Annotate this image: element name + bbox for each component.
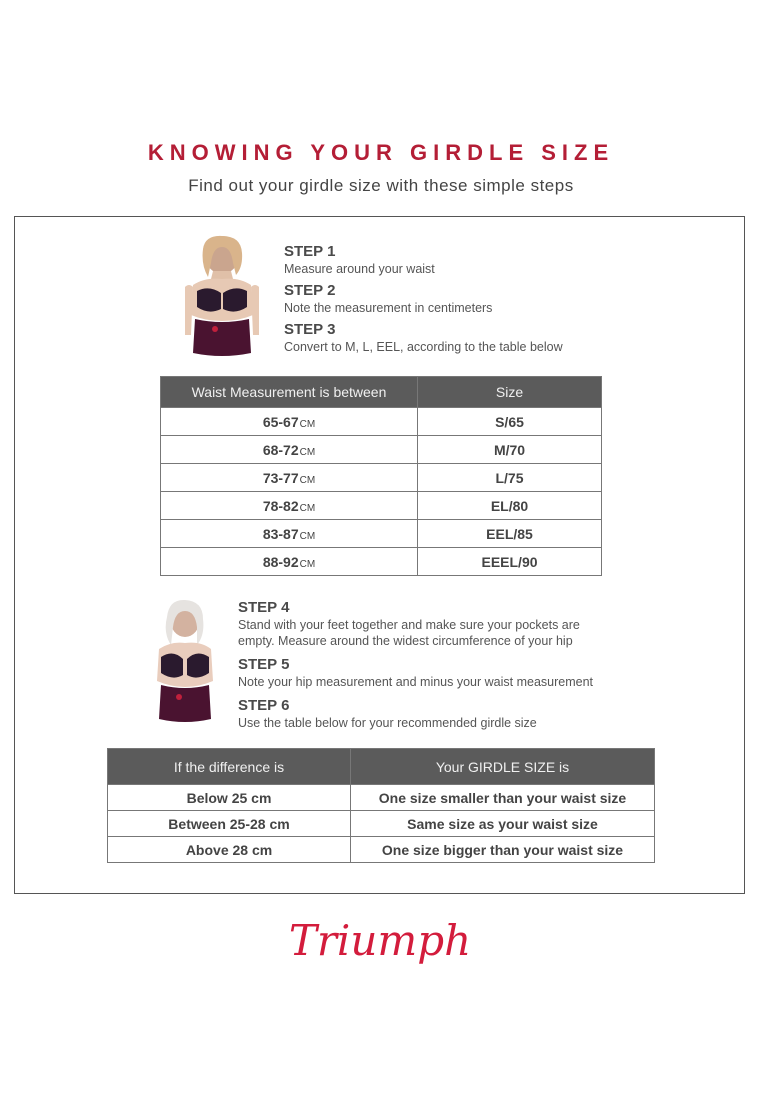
waist-range-cell: 83-87CM [161,520,418,548]
table-row [108,785,655,811]
step-5-title: STEP 5 [238,656,290,673]
model-three-quarter-illustration [145,599,225,725]
size-cell: EL/80 [418,492,602,520]
page-title: KNOWING YOUR GIRDLE SIZE [147,140,615,165]
size-guide-panel [14,216,745,894]
result-cell: One size smaller than your waist size [351,785,655,811]
size-cell: EEL/85 [418,520,602,548]
table-row [108,837,655,863]
step-2-text: Note the measurement in centimeters [284,301,493,315]
size-cell: S/65 [418,408,602,436]
table-row [161,520,602,548]
waist-range-cell: 88-92CM [161,548,418,576]
waist-range-cell: 78-82CM [161,492,418,520]
difference-cell: Above 28 cm [108,837,351,863]
result-cell: One size bigger than your waist size [351,837,655,863]
table-row [161,464,602,492]
model-front-illustration [175,235,270,359]
table-row [161,436,602,464]
step-4-title: STEP 4 [238,599,290,616]
table-row [161,408,602,436]
size-header: Size [418,377,602,408]
steps-top [284,242,563,359]
result-cell: Same size as your waist size [351,811,655,837]
table-row [161,548,602,576]
table-row [161,492,602,520]
step-3-text: Convert to M, L, EEL, according to the table below [284,340,563,354]
step-1-title: STEP 1 [284,243,336,260]
step-2-title: STEP 2 [284,282,336,299]
difference-cell: Below 25 cm [108,785,351,811]
step-1-text: Measure around your waist [284,262,435,276]
size-cell: EEEL/90 [418,548,602,576]
size-cell: M/70 [418,436,602,464]
step-5-text: Note your hip measurement and minus your waist measurement [238,675,594,689]
girdle-size-header: Your GIRDLE SIZE is [351,749,655,785]
step-4-text: Stand with your feet together and make sure your pockets are empty. Measure around the widest circumference of your hip [238,618,580,648]
triumph-logo [280,905,480,985]
table-row [108,811,655,837]
triumph-logo-text: Triumph [288,916,472,965]
waist-size-table [160,376,602,576]
waist-range-cell: 73-77CM [161,464,418,492]
difference-header: If the difference is [108,749,351,785]
page-subtitle: Find out your girdle size with these simple steps [188,176,574,195]
step-6-title: STEP 6 [238,697,290,714]
girdle-difference-table [107,748,655,863]
size-cell: L/75 [418,464,602,492]
step-6-text: Use the table below for your recommended girdle size [238,716,537,730]
difference-cell: Between 25-28 cm [108,811,351,837]
waist-range-cell: 65-67CM [161,408,418,436]
steps-bottom [238,598,593,735]
waist-range-cell: 68-72CM [161,436,418,464]
waist-header: Waist Measurement is between [161,377,418,408]
step-3-title: STEP 3 [284,321,336,338]
